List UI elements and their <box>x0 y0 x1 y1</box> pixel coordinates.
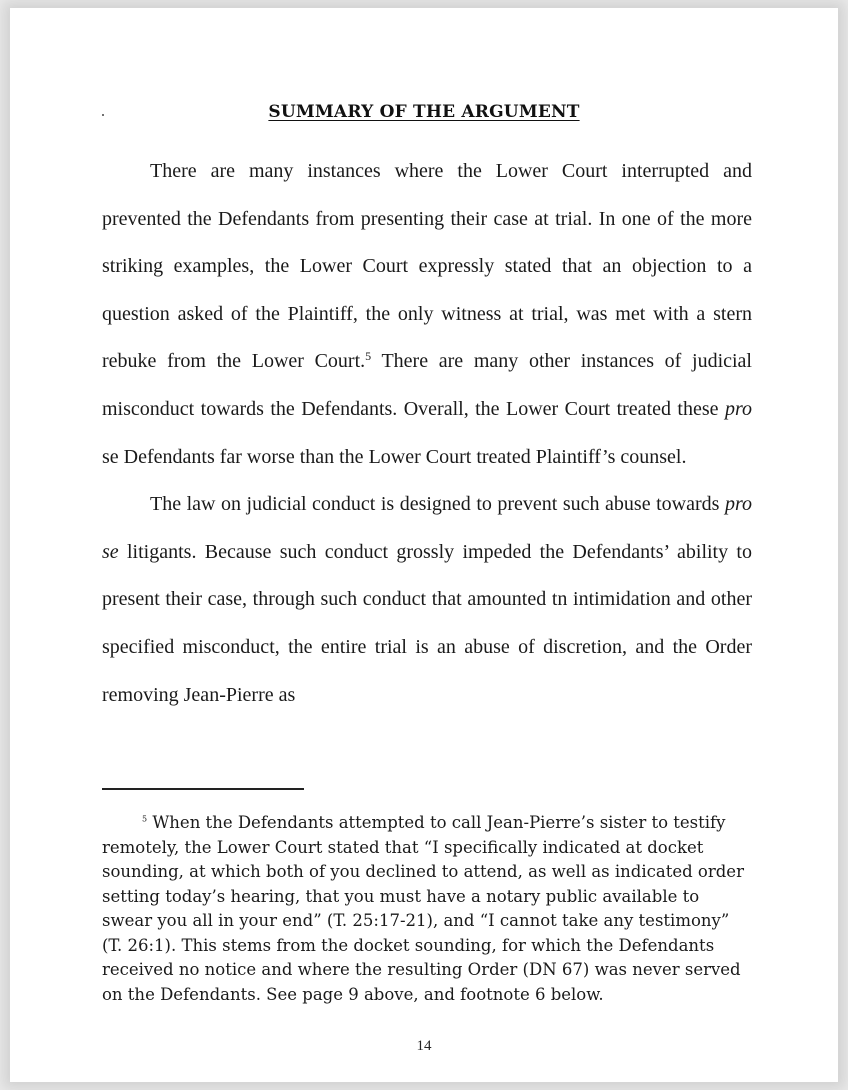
paragraph-1-continuation: There are many other instances of judicial misconduct towards the Defendants. Overall, the Lower Court treated these <box>102 350 752 420</box>
paragraph-1-italic: pro <box>724 397 752 420</box>
paragraph-1 <box>102 148 752 481</box>
footnote-divider <box>102 788 304 790</box>
section-heading-text: SUMMARY OF THE ARGUMENT <box>268 102 580 122</box>
paragraph-1-text: There are many instances where the Lower Court interrupted and prevented the Defendants from presenting their case at trial. In one of the more striking examples, the Lower Court expressly stated that an objection to a question asked of the Plaintiff, the only witness at trial, was met with a stern rebuke from the Lower Court. <box>102 160 752 373</box>
footnote-paragraph <box>102 811 752 1007</box>
paragraph-1-end: se Defendants far worse than the Lower Court treated Plaintiff’s counsel. <box>102 445 687 468</box>
footnote-marker: 5 <box>142 814 148 824</box>
paragraph-2-start: The law on judicial conduct is designed to prevent such abuse towards <box>150 493 725 516</box>
paragraph-2-rest: litigants. Because such conduct grossly impeded the Defendants’ ability to present their case, through such conduct that amounted tn intimidation and other specified misconduct, the entire trial is an abuse of discretion, and the Order removing Jean-Pierre as <box>102 540 752 706</box>
footnote <box>102 811 752 1007</box>
footnote-reference: 5 <box>365 349 372 364</box>
paragraph-2 <box>102 481 752 719</box>
page-number: 14 <box>416 1038 432 1054</box>
body-text <box>102 148 752 719</box>
footnote-text: When the Defendants attempted to call Jean-Pierre’s sister to testify remotely, the Lower Court stated that “I specifically indicated at docket sounding, at which both of you declined to attend, as well as indicated order setting today’s hearing, that you must have a notary public available to swear you all in your end” (T. 25:17-21), and “I cannot take any testimony” (T. 26:1). This stems from the docket sounding, for which the Defendants received no notice and where the resulting Order (DN 67) was never served on the Defendants. See page 9 above, and footnote 6 below. <box>102 813 744 1004</box>
paragraph-2-italic: pro se <box>102 493 752 563</box>
document-page <box>10 8 838 1082</box>
section-heading <box>10 102 838 122</box>
